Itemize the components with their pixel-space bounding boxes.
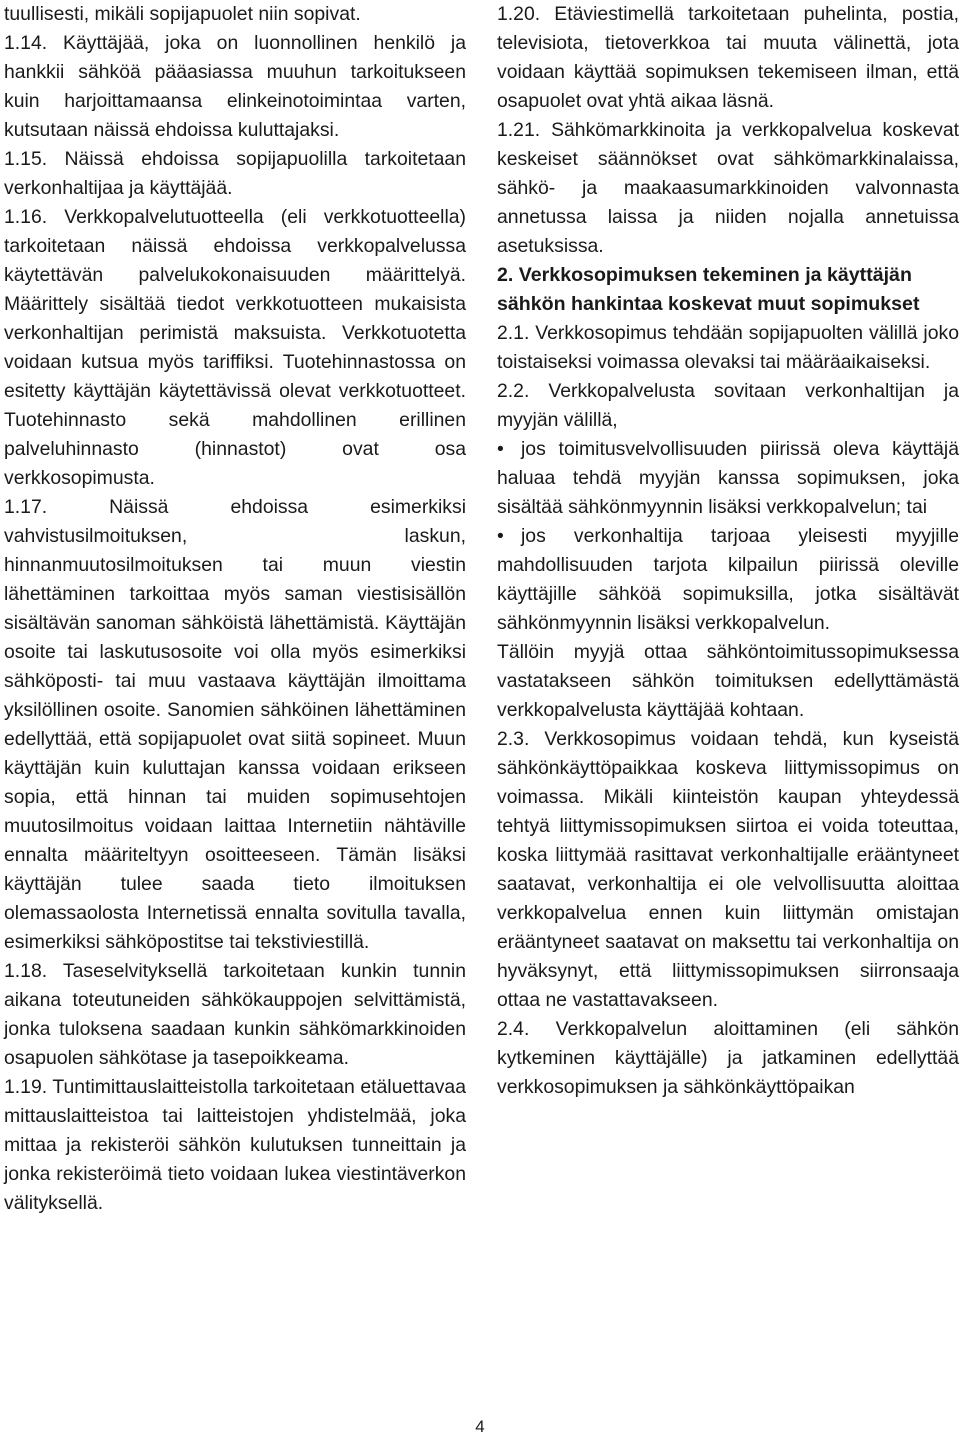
paragraph-1-20: 1.20. Etäviestimellä tarkoitetaan puhelinta, postia, televisiota, tietoverkkoa tai muuta välinettä, jota voidaan käyttää sopimuksen tekemiseen ilman, että osapuolet ovat yhtä aikaa läsnä. (497, 3, 959, 112)
page-number: 4 (475, 1417, 485, 1436)
right-column (497, 0, 959, 1102)
left-column (4, 0, 466, 1218)
paragraph-1-14: 1.14. Käyttäjää, joka on luonnollinen henkilö ja hankkii sähköä pääasiassa muuhun tarkoitukseen kuin harjoittamaansa elinkeinotoimintaa varten, kutsutaan näissä ehdoissa kuluttajaksi. (4, 32, 466, 141)
paragraph-2-1: 2.1. Verkkosopimus tehdään sopijapuolten välillä joko toistaiseksi voimassa olevaksi tai määräaikaiseksi. (497, 322, 959, 373)
paragraph-continuation: tuullisesti, mikäli sopijapuolet niin sopivat. (4, 3, 361, 25)
paragraph-1-15: 1.15. Näissä ehdoissa sopijapuolilla tarkoitetaan verkonhaltijaa ja käyttäjää. (4, 148, 466, 199)
paragraph-1-17: 1.17. Näissä ehdoissa esimerkiksi vahvistusilmoituksen, laskun, hinnanmuutosilmoituksen tai muun viestin lähettäminen tarkoittaa myös saman viestisisällön sisältävän sanoman sähköistä lähettämistä. Käyttäjän osoite tai laskutusosoite voi olla myös esimerkiksi sähköposti- tai muu vastaava käyttäjän ilmoittama yksilöllinen osoite. Sanomien sähköinen lähettäminen edellyttää, että sopijapuolet ovat siitä sopineet. Muun käyttäjän kuin kuluttajan kanssa voidaan erikseen sopia, että hinnan tai muiden sopimusehtojen muutosilmoitus voidaan laittaa Internetiin nähtäville ennalta määriteltyyn osoitteeseen. Tämän lisäksi käyttäjän tulee saada tieto ilmoituksen olemassaolosta Internetissä ennalta sovitulla tavalla, esimerkiksi sähköpostitse tai tekstiviestillä. (4, 496, 466, 953)
bullet-item: • jos toimitusvelvollisuuden piirissä oleva käyttäjä haluaa tehdä myyjän kanssa sopimuksen, joka sisältää sähkönmyynnin lisäksi verkkopalvelun; tai (497, 435, 959, 522)
bullet-item: • jos verkonhaltija tarjoaa yleisesti myyjille mahdollisuuden tarjota kilpailun piirissä oleville käyttäjille sähköä sopimuksilla, jotka sisältävät sähkönmyynnin lisäksi verkkopalvelun. (497, 522, 959, 638)
paragraph-2-3: 2.3. Verkkosopimus voidaan tehdä, kun kyseistä sähkönkäyttöpaikkaa koskeva liittymissopimus on voimassa. Mikäli kiinteistön kaupan yhteydessä tehtyä liittymissopimuksen siirtoa ei voida toteuttaa, koska liittymää rasittavat verkonhaltijalle erääntyneet saatavat, verkonhaltija ei ole velvollisuutta aloittaa verkkopalvelua ennen kuin liittymän omistajan erääntyneet saatavat on maksettu tai verkonhaltija on hyväksynyt, että liittymissopimuksen siirronsaaja ottaa ne vastattavakseen. (497, 728, 959, 1011)
paragraph-2-4: 2.4. Verkkopalvelun aloittaminen (eli sähkön kytkeminen käyttäjälle) ja jatkaminen edellyttää verkkosopimuksen ja sähkönkäyttöpaikan (497, 1018, 959, 1098)
paragraph-1-19: 1.19. Tuntimittauslaitteistolla tarkoitetaan etäluettavaa mittauslaitteistoa tai laitteistojen yhdistelmää, joka mittaa ja rekisteröi sähkön kulutuksen tunneittain ja jonka rekisteröimä tieto voidaan lukea viestintäverkon välityksellä. (4, 1076, 466, 1214)
section-heading: 2. Verkkosopimuksen tekeminen ja käyttäjän sähkön hankintaa koskevat muut sopimukset (497, 264, 920, 315)
paragraph-2-2: 2.2. Verkkopalvelusta sovitaan verkonhaltijan ja myyjän välillä, (497, 380, 959, 431)
paragraph-after-bullets: Tällöin myyjä ottaa sähköntoimitussopimuksessa vastatakseen sähkön toimituksen edellyttämästä verkkopalvelusta käyttäjää kohtaan. (497, 641, 959, 721)
paragraph-1-21: 1.21. Sähkömarkkinoita ja verkkopalvelua koskevat keskeiset säännökset ovat sähkömarkkinalaissa, sähkö- ja maakaasumarkkinoiden valvonnasta annetussa laissa ja niiden nojalla annetuissa asetuksissa. (497, 119, 959, 257)
paragraph-1-18: 1.18. Taseselvityksellä tarkoitetaan kunkin tunnin aikana toteutuneiden sähkökauppojen selvittämistä, jonka tuloksena saadaan kunkin sähkömarkkinoiden osapuolen sähkötase ja tasepoikkeama. (4, 960, 466, 1069)
paragraph-1-16: 1.16. Verkkopalvelutuotteella (eli verkkotuotteella) tarkoitetaan näissä ehdoissa verkkopalvelussa käytettävän palvelukokonaisuuden määrittelyä. Määrittely sisältää tiedot verkkotuotteen mukaisista verkonhaltijan perimistä maksuista. Verkkotuotetta voidaan kutsua myös tariffiksi. Tuotehinnastossa on esitetty käyttäjän käytettävissä olevat verkkotuotteet. Tuotehinnasto sekä mahdollinen erillinen palveluhinnasto (hinnastot) ovat osa verkkosopimusta. (4, 206, 466, 489)
